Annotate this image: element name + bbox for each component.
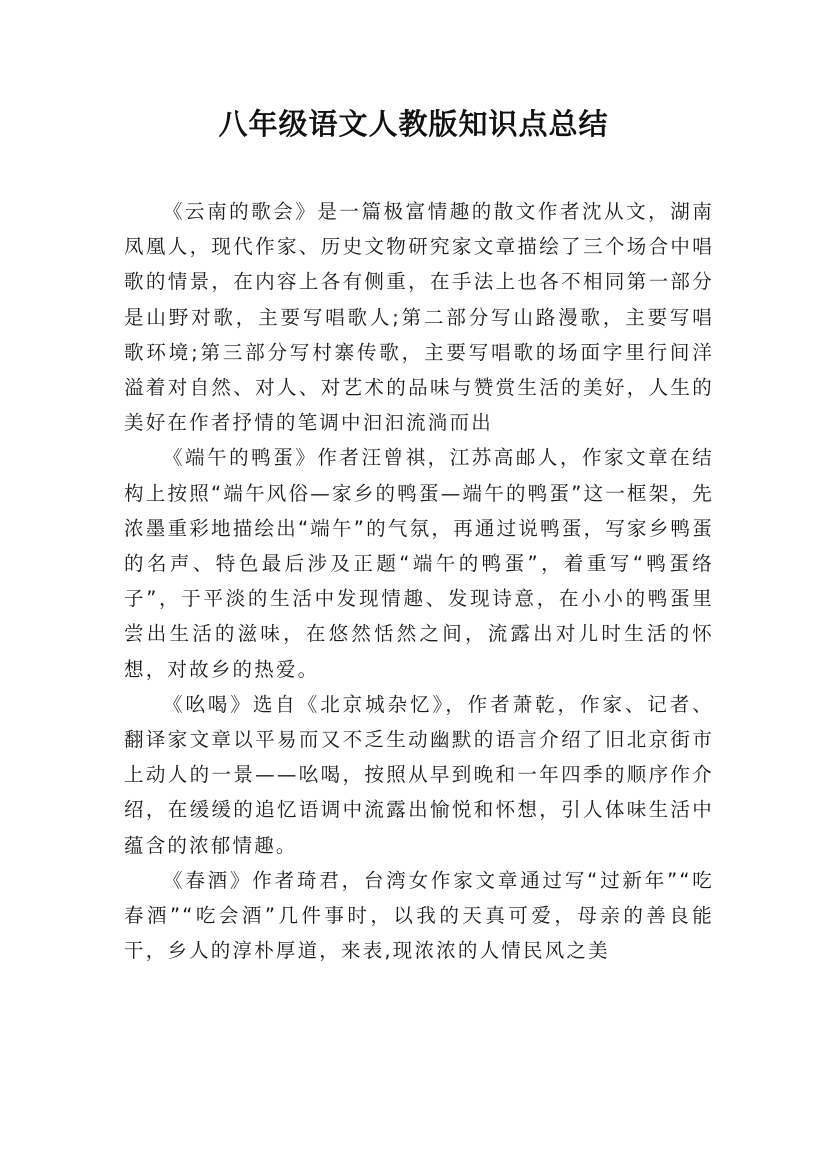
paragraph-chunjiu: 《春酒》作者琦君，台湾女作家文章通过写“过新年”“吃春酒”“吃会酒”几件事时，以我的天真可爱，母亲的善良能干，乡人的淳朴厚道，来表,现浓浓的人情民风之美	[124, 868, 714, 963]
document-title: 八年级语文人教版知识点总结	[218, 107, 609, 141]
paragraph-duanwu-yadan: 《端午的鸭蛋》作者汪曾祺，江苏高邮人，作家文章在结构上按照“端午风俗—家乡的鸭蛋—端午的鸭蛋”这一框架，先浓墨重彩地描绘出“端午”的气氛，再通过说鸭蛋，写家乡鸭蛋的名声、特色最后涉及正题“端午的鸭蛋”，着重写“鸭蛋络子”，于平淡的生活中发现情趣、发现诗意，在小小的鸭蛋里尝出生活的滋味，在悠然恬然之间，流露出对儿时生活的怀想，对故乡的热爱。	[124, 446, 714, 681]
document-body	[124, 194, 714, 968]
paragraph-yaohe: 《吆喝》选自《北京城杂忆》，作者萧乾，作家、记者、翻译家文章以平易而又不乏生动幽默的语言介绍了旧北京街市上动人的一景——吆喝，按照从早到晚和一年四季的顺序作介绍，在缓缓的追忆语调中流露出愉悦和怀想，引人体味生活中蕴含的浓郁情趣。	[124, 692, 714, 857]
paragraph-yunnan-gehui: 《云南的歌会》是一篇极富情趣的散文作者沈从文，湖南凤凰人，现代作家、历史文物研究家文章描绘了三个场合中唱歌的情景，在内容上各有侧重，在手法上也各不相同第一部分是山野对歌，主要写唱歌人;第二部分写山路漫歌，主要写唱歌环境;第三部分写村寨传歌，主要写唱歌的场面字里行间洋溢着对自然、对人、对艺术的品味与赞赏生活的美好，人生的美好在作者抒情的笔调中汩汩流淌而出	[124, 200, 714, 435]
